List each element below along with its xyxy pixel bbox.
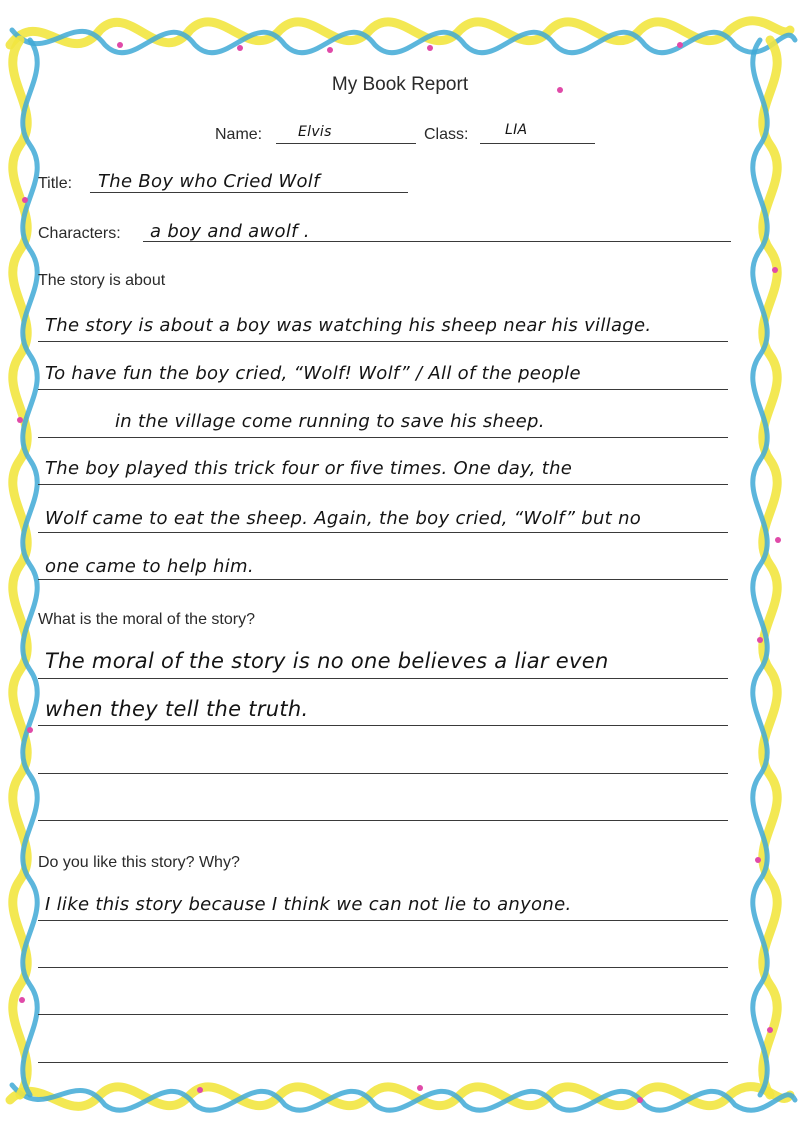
name-label: Name: (215, 126, 263, 143)
moral-rule-2 (38, 725, 728, 726)
story-rule-2 (38, 389, 728, 390)
characters-value: a boy and awolf . (150, 221, 310, 242)
story-rule-4 (38, 484, 728, 485)
story-rule-6 (38, 579, 728, 580)
moral-label: What is the moral of the story? (38, 611, 255, 628)
book-title-rule (90, 192, 408, 193)
name-rule (276, 143, 416, 144)
like-line-1: I like this story because I think we can not lie to anyone. (45, 894, 572, 915)
story-line-3: in the village come running to save his sheep. (115, 411, 545, 432)
name-value: Elvis (298, 124, 332, 140)
moral-rule-3 (38, 773, 728, 774)
story-line-2: To have fun the boy cried, “Wolf! Wolf” / All of the people (45, 363, 581, 384)
like-label: Do you like this story? Why? (38, 854, 240, 871)
book-title-label: Title: (38, 175, 73, 192)
characters-label: Characters: (38, 225, 121, 242)
story-label: The story is about (38, 272, 166, 289)
class-rule (480, 143, 595, 144)
story-line-4: The boy played this trick four or five times. One day, the (45, 458, 573, 479)
story-rule-1 (38, 341, 728, 342)
story-rule-3 (38, 437, 728, 438)
story-line-1: The story is about a boy was watching his sheep near his village. (45, 315, 652, 336)
like-rule-1 (38, 920, 728, 921)
story-line-5: Wolf came to eat the sheep. Again, the boy cried, “Wolf” but no (45, 508, 642, 529)
class-label: Class: (424, 126, 469, 143)
like-rule-4 (38, 1062, 728, 1063)
border-top-blue (12, 30, 795, 53)
moral-line-1: The moral of the story is no one believes a liar even (45, 649, 609, 673)
story-line-6: one came to help him. (45, 556, 254, 577)
report-title: My Book Report (331, 74, 469, 95)
book-title-value: The Boy who Cried Wolf (98, 171, 320, 192)
border-bottom-yellow (10, 1087, 790, 1107)
border-right-yellow (763, 40, 777, 1095)
moral-rule-1 (38, 678, 728, 679)
moral-line-2: when they tell the truth. (45, 697, 309, 721)
story-rule-5 (38, 532, 728, 533)
like-rule-2 (38, 967, 728, 968)
class-value: LIA (505, 122, 528, 138)
moral-rule-4 (38, 820, 728, 821)
like-rule-3 (38, 1014, 728, 1015)
border-top-yellow (10, 21, 790, 45)
